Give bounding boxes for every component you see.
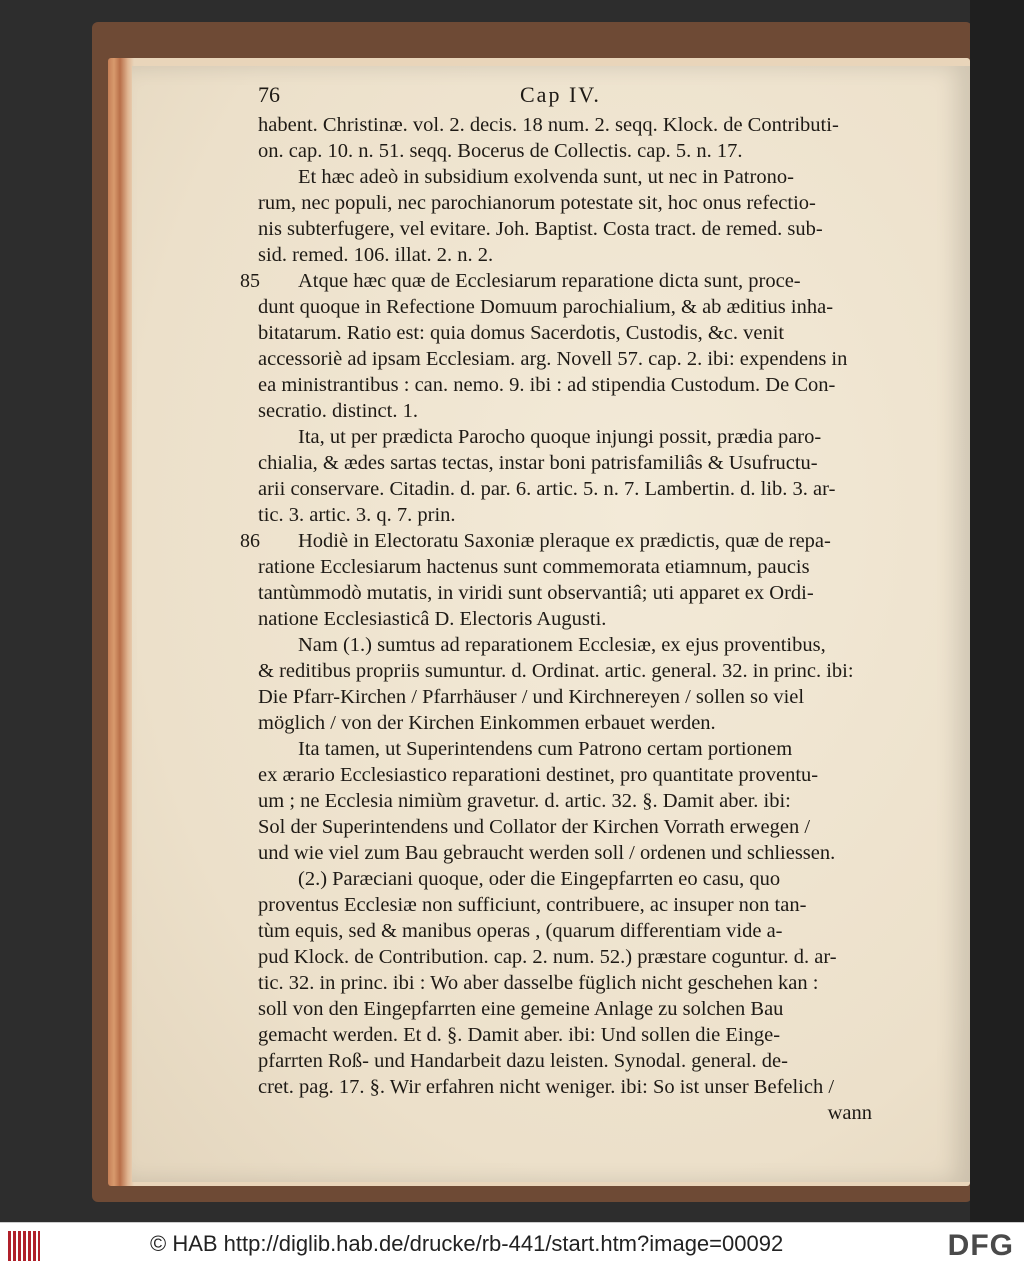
text-line: tùm equis, sed & manibus operas , (quarum differentiam vide a- (258, 920, 783, 942)
paragraph (258, 866, 888, 1100)
text-line: Nam (1.) sumtus ad reparationem Ecclesiæ, ex ejus proventibus, (298, 634, 826, 656)
text-line: (2.) Paræciani quoque, oder die Eingepfarrten eo casu, quo (298, 868, 781, 890)
paragraph (258, 164, 888, 268)
paragraph (258, 112, 888, 164)
margin-number: 85 (240, 270, 260, 292)
margin-number: 86 (240, 530, 260, 552)
text-line: natione Ecclesiasticâ D. Electoris Augusti. (258, 608, 607, 630)
footer-copyright-url[interactable]: © HAB http://diglib.hab.de/drucke/rb-441/start.htm?image=00092 (150, 1231, 784, 1256)
text-line: nis subterfugere, vel evitare. Joh. Baptist. Costa tract. de remed. sub- (258, 218, 823, 240)
text-line: tic. 3. artic. 3. q. 7. prin. (258, 504, 456, 526)
hab-logo-icon (8, 1231, 40, 1261)
text-line: Et hæc adeò in subsidium exolvenda sunt, ut nec in Patrono- (298, 166, 794, 188)
page-header (258, 82, 888, 112)
text-line: möglich / von der Kirchen Einkommen erbauet werden. (258, 712, 716, 734)
viewer-footer (0, 1222, 1024, 1269)
text-line: Sol der Superintendens und Collator der Kirchen Vorrath erwegen / (258, 816, 811, 838)
text-line: pud Klock. de Contribution. cap. 2. num. 52.) præstare coguntur. d. ar- (258, 946, 837, 968)
text-line: Atque hæc quæ de Ecclesiarum reparatione dicta sunt, proce- (298, 270, 801, 292)
text-line: secratio. distinct. 1. (258, 400, 418, 422)
paragraph (240, 268, 888, 424)
running-head: Cap IV. (520, 82, 601, 107)
text-line: Die Pfarr-Kirchen / Pfarrhäuser / und Kirchnereyen / sollen so viel (258, 686, 805, 708)
text-line: tantùmmodò mutatis, in viridi sunt observantiâ; uti apparet ex Ordi- (258, 582, 814, 604)
paragraph (258, 736, 888, 866)
text-line: Hodiè in Electoratu Saxoniæ pleraque ex prædictis, quæ de repa- (298, 530, 831, 552)
paragraph (258, 632, 888, 736)
text-line: und wie viel zum Bau gebraucht werden soll / ordenen und schliessen. (258, 842, 836, 864)
text-line: ea ministrantibus : can. nemo. 9. ibi : ad stipendia Custodum. De Con- (258, 374, 836, 396)
text-line: gemacht werden. Et d. §. Damit aber. ibi: Und sollen die Einge- (258, 1024, 781, 1046)
text-line: & reditibus propriis sumuntur. d. Ordinat. artic. general. 32. in princ. ibi: (258, 660, 854, 682)
text-line: accessoriè ad ipsam Ecclesiam. arg. Novell 57. cap. 2. ibi: expendens in (258, 348, 848, 370)
text-line: proventus Ecclesiæ non sufficiunt, contribuere, ac insuper non tan- (258, 894, 807, 916)
text-line: on. cap. 10. n. 51. seqq. Bocerus de Collectis. cap. 5. n. 17. (258, 140, 743, 162)
text-line: Ita, ut per prædicta Parocho quoque injungi possit, prædia paro- (298, 426, 822, 448)
paragraph (258, 424, 888, 528)
catchword: wann (827, 1102, 872, 1124)
text-line: pfarrten Roß- und Handarbeit dazu leisten. Synodal. general. de- (258, 1050, 788, 1072)
text-line: ratione Ecclesiarum hactenus sunt commemorata etiamnum, paucis (258, 556, 810, 578)
paragraph (240, 528, 888, 632)
text-line: soll von den Eingepfarrten eine gemeine Anlage zu solchen Bau (258, 998, 784, 1020)
text-line: dunt quoque in Refectione Domuum parochialium, & ab æditius inha- (258, 296, 834, 318)
text-line: Ita tamen, ut Superintendens cum Patrono certam portionem (298, 738, 793, 760)
text-line: bitatarum. Ratio est: quia domus Sacerdotis, Custodis, &c. venit (258, 322, 785, 344)
text-body (240, 112, 888, 1100)
dfg-logo: DFG (947, 1229, 1014, 1262)
right-binding-strip (970, 0, 1024, 1222)
text-line: chialia, & ædes sartas tectas, instar boni patrisfamiliâs & Usufructu- (258, 452, 818, 474)
text-line: cret. pag. 17. §. Wir erfahren nicht weniger. ibi: So ist unser Befelich / (258, 1076, 835, 1098)
page-number: 76 (258, 82, 280, 107)
text-line: sid. remed. 106. illat. 2. n. 2. (258, 244, 494, 266)
text-line: ex ærario Ecclesiastico reparationi destinet, pro quantitate proventu- (258, 764, 819, 786)
text-line: um ; ne Ecclesia nimiùm gravetur. d. artic. 32. §. Damit aber. ibi: (258, 790, 791, 812)
text-line: tic. 32. in princ. ibi : Wo aber dasselbe füglich nicht geschehen kan : (258, 972, 819, 994)
text-line: habent. Christinæ. vol. 2. decis. 18 num. 2. seqq. Klock. de Contributi- (258, 114, 839, 136)
text-line: rum, nec populi, nec parochianorum potestate sit, hoc onus refectio- (258, 192, 816, 214)
page-content (240, 82, 888, 1126)
text-line: arii conservare. Citadin. d. par. 6. artic. 5. n. 7. Lambertin. d. lib. 3. ar- (258, 478, 836, 500)
